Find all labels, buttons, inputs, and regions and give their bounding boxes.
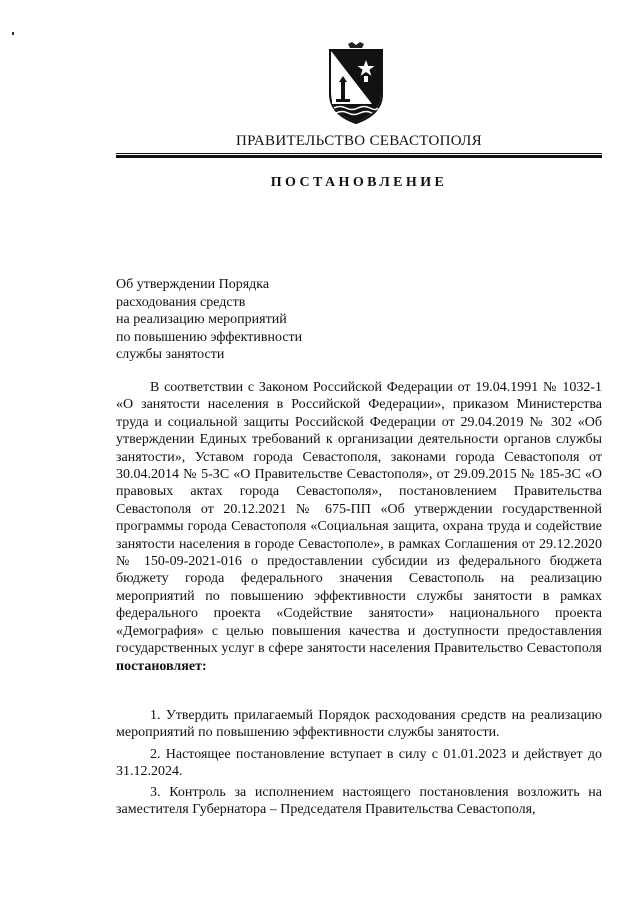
subject-line: по повышению эффективности <box>116 329 303 345</box>
resolution-point: 2. Настоящее постановление вступает в силу с 01.01.2023 и действует до 31.12.2024. <box>116 746 602 779</box>
scan-speck <box>12 32 14 35</box>
resolution-point: 1. Утвердить прилагаемый Порядок расходования средств на реализацию мероприятий по повышению эффективности службы занятости. <box>116 708 602 741</box>
subject-line: службы занятости <box>116 347 225 362</box>
resolution-points <box>116 707 602 823</box>
header-rule-thick <box>116 155 602 158</box>
subject-line: на реализацию мероприятий <box>116 312 287 327</box>
preamble-paragraph <box>116 379 602 675</box>
document-subject <box>116 276 376 364</box>
organization-title: ПРАВИТЕЛЬСТВО СЕВАСТОПОЛЯ <box>236 133 482 149</box>
decision-word: постановляет: <box>116 658 207 674</box>
coat-of-arms-icon <box>326 42 386 124</box>
header-rule-thin <box>116 153 602 154</box>
subject-line: Об утверждении Порядка <box>116 277 270 292</box>
subject-line: расходования средств <box>116 294 246 310</box>
document-type-title: ПОСТАНОВЛЕНИЕ <box>270 175 448 190</box>
resolution-point: 3. Контроль за исполнением настоящего постановления возложить на заместителя Губернатора – Председателя Правительства Севастополя, <box>116 785 602 818</box>
preamble-text: В соответствии с Законом Российской Федерации от 19.04.1991 № 1032-1 «О занятости населения в Российской Федерации», приказом Министерства труда и социальной защиты Российской Федерации от 29.04.2019 № 302 «Об утверждении Единых требований к организации деятельности органов службы занятости», Уставом города Севастополя, законами города Севастополя от 30.04.2014 № 5-ЗС «О Правительстве Севастополя», от 29.09.2015 № 185-ЗС «О правовых актах города Севастополя», постановлением Правительства Севастополя от 20.12.2021 № 675-ПП «Об утверждении государственной программы города Севастополя «Социальная защита, охрана труда и содействие занятости населения в городе Севастополе», в рамках Соглашения от 29.12.2020 № 150-09-2021-016 о предоставлении субсидии из федерального бюджета бюджету города федерального значения Севастополь на реализацию мероприятий по повышению эффективности службы занятости в рамках федерального проекта «Содействие занятости» национального проекта «Демография» с целью повышения качества и доступности предоставления государственных услуг в сфере занятости населения Правительство Севастополя <box>116 380 602 657</box>
